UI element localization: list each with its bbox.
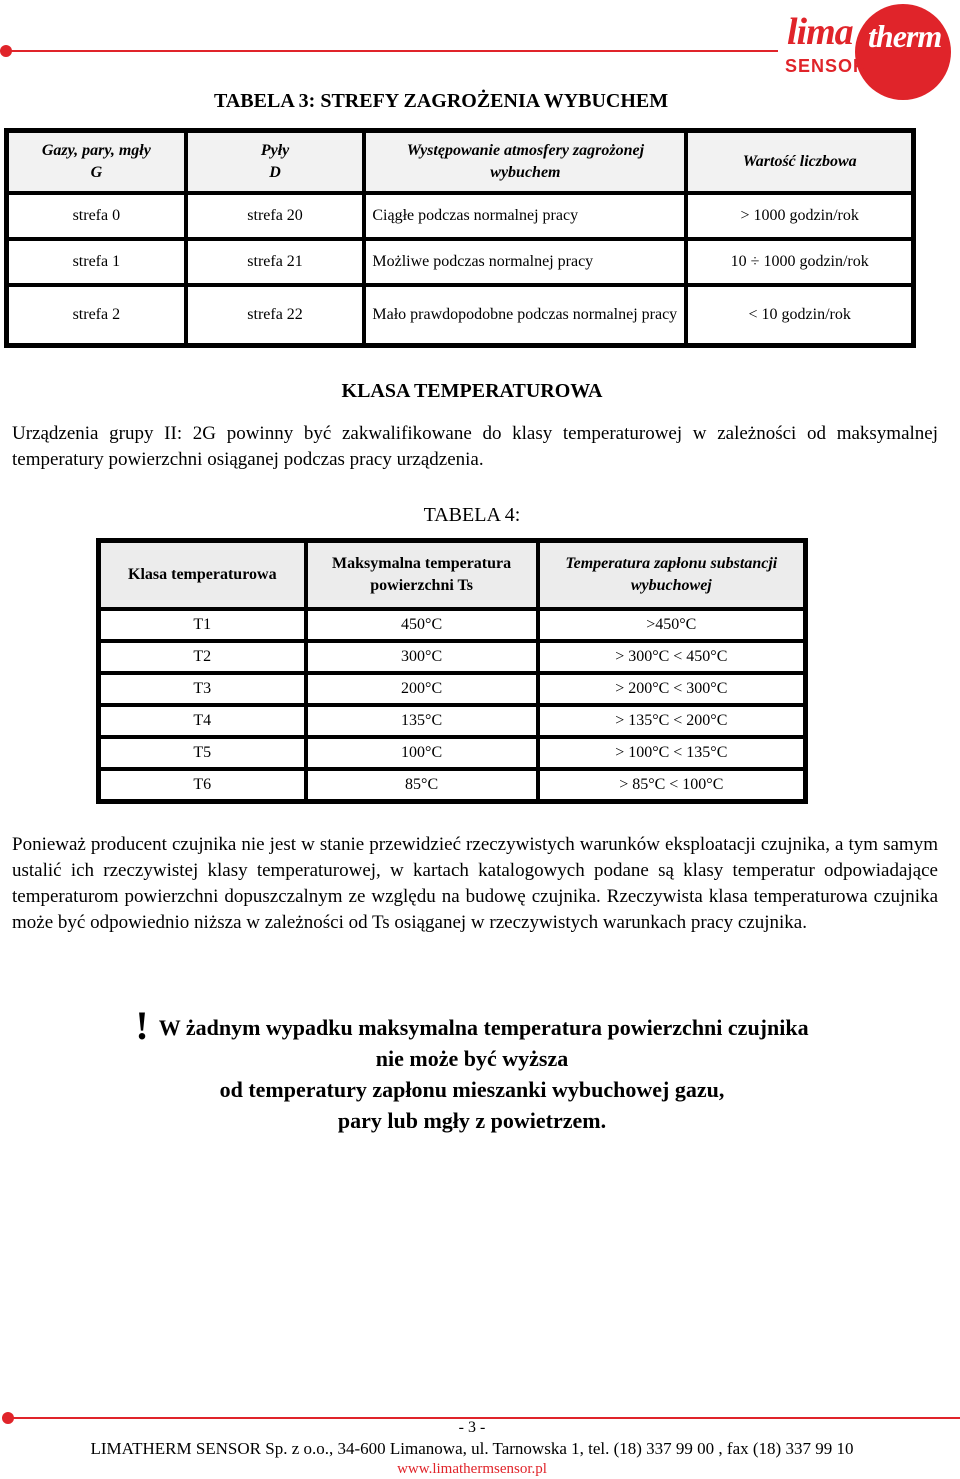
table-cell: strefa 20 <box>186 193 365 239</box>
table-cell: Możliwe podczas normalnej pracy <box>364 239 686 285</box>
table-cell: > 200°C < 300°C <box>538 673 805 705</box>
logo-therm-text: therm <box>868 18 942 54</box>
table4-title: TABELA 4: <box>423 504 521 526</box>
warning-line-4: pary lub mgły z powietrzem. <box>337 1108 607 1133</box>
table-cell: 200°C <box>306 673 538 705</box>
table-cell: 135°C <box>306 705 538 737</box>
table-cell: >450°C <box>538 609 805 641</box>
warning-line-2: nie może być wyższa <box>375 1046 569 1071</box>
table-cell: strefa 21 <box>186 239 365 285</box>
warning-line-3: od temperatury zapłonu mieszanki wybuchowej gazu, <box>219 1077 725 1102</box>
table3-header-dusts: Pyły D <box>186 131 365 193</box>
table3-title: TABELA 3: STREFY ZAGROŻENIA WYBUCHEM <box>214 90 669 112</box>
table-cell: T5 <box>99 737 306 769</box>
table-row <box>7 285 913 345</box>
table-cell: strefa 22 <box>186 285 365 345</box>
intro-paragraph: Urządzenia grupy II: 2G powinny być zakwalifikowane do klasy temperaturowej w zależności od maksymalnej temperatury powierzchni osiąganej podczas pracy urządzenia. <box>12 423 938 470</box>
logo-lima-text: lima <box>787 11 853 53</box>
limatherm-logo <box>783 4 955 96</box>
table4-header-ignition-temp: Temperatura zapłonu substancji wybuchowej <box>538 541 805 609</box>
table-row <box>99 673 805 705</box>
header-rule <box>8 50 778 52</box>
table-cell: > 100°C < 135°C <box>538 737 805 769</box>
table-cell: > 300°C < 450°C <box>538 641 805 673</box>
table-cell: > 135°C < 200°C <box>538 705 805 737</box>
table-cell: 100°C <box>306 737 538 769</box>
temperature-class-heading: KLASA TEMPERATUROWA <box>341 380 603 402</box>
table-cell: T6 <box>99 769 306 801</box>
logo-sensor-text: SENSOR <box>785 56 868 76</box>
table-row <box>99 737 805 769</box>
table4-header-max-temp: Maksymalna temperatura powierzchni Ts <box>306 541 538 609</box>
table-cell: strefa 1 <box>7 239 186 285</box>
table-cell: > 1000 godzin/rok <box>686 193 913 239</box>
warning-block <box>0 1003 944 1136</box>
table-row <box>99 641 805 673</box>
table-cell: T1 <box>99 609 306 641</box>
table-cell: 300°C <box>306 641 538 673</box>
table4-header-class: Klasa temperaturowa <box>99 541 306 609</box>
table3-header-row <box>7 131 913 193</box>
table-cell: strefa 0 <box>7 193 186 239</box>
table3-header-gases: Gazy, pary, mgły G <box>7 131 186 193</box>
exclamation-icon: ! <box>135 1003 149 1048</box>
table-row <box>7 193 913 239</box>
table-cell: 85°C <box>306 769 538 801</box>
table-cell: T3 <box>99 673 306 705</box>
website-link[interactable]: www.limathermsensor.pl <box>397 1461 547 1477</box>
table-cell: > 85°C < 100°C <box>538 769 805 801</box>
table-cell: Mało prawdopodobne podczas normalnej pracy <box>364 285 686 345</box>
table3-header-occurrence: Występowanie atmosfery zagrożonej wybuchem <box>364 131 686 193</box>
table-cell: strefa 2 <box>7 285 186 345</box>
table-cell: Ciągłe podczas normalnej pracy <box>364 193 686 239</box>
table-row <box>7 239 913 285</box>
table4-header-row <box>99 541 805 609</box>
hazard-zones-table <box>4 128 916 348</box>
table-cell: T4 <box>99 705 306 737</box>
company-address: LIMATHERM SENSOR Sp. z o.o., 34-600 Limanowa, ul. Tarnowska 1, tel. (18) 337 99 00 , fax (18) 337 99 10 <box>90 1439 854 1458</box>
table-cell: 10 ÷ 1000 godzin/rok <box>686 239 913 285</box>
table-row <box>99 609 805 641</box>
temperature-class-table <box>96 538 808 804</box>
table-row <box>99 705 805 737</box>
explanation-paragraph: Ponieważ producent czujnika nie jest w stanie przewidzieć rzeczywistych warunków eksploatacji czujnika, a tym samym ustalić ich rzeczywistej klasy temperaturowej, w kartach katalogowych podane są klasy temperatur odpowiadające temperaturom powierzchni dopuszczalnym ze względu na budowę czujnika. Rzeczywista klasa temperaturowa czujnika może być odpowiednio niższa w zależności od Ts osiąganej w rzeczywistych warunkach pracy czujnika. <box>12 834 938 933</box>
table-cell: T2 <box>99 641 306 673</box>
table3-header-value: Wartość liczbowa <box>686 131 913 193</box>
page-number: - 3 - <box>458 1419 486 1436</box>
table-cell: < 10 godzin/rok <box>686 285 913 345</box>
table-row <box>99 769 805 801</box>
table-cell: 450°C <box>306 609 538 641</box>
warning-line-1: ! W żadnym wypadku maksymalna temperatura powierzchni czujnika <box>135 1003 809 1048</box>
